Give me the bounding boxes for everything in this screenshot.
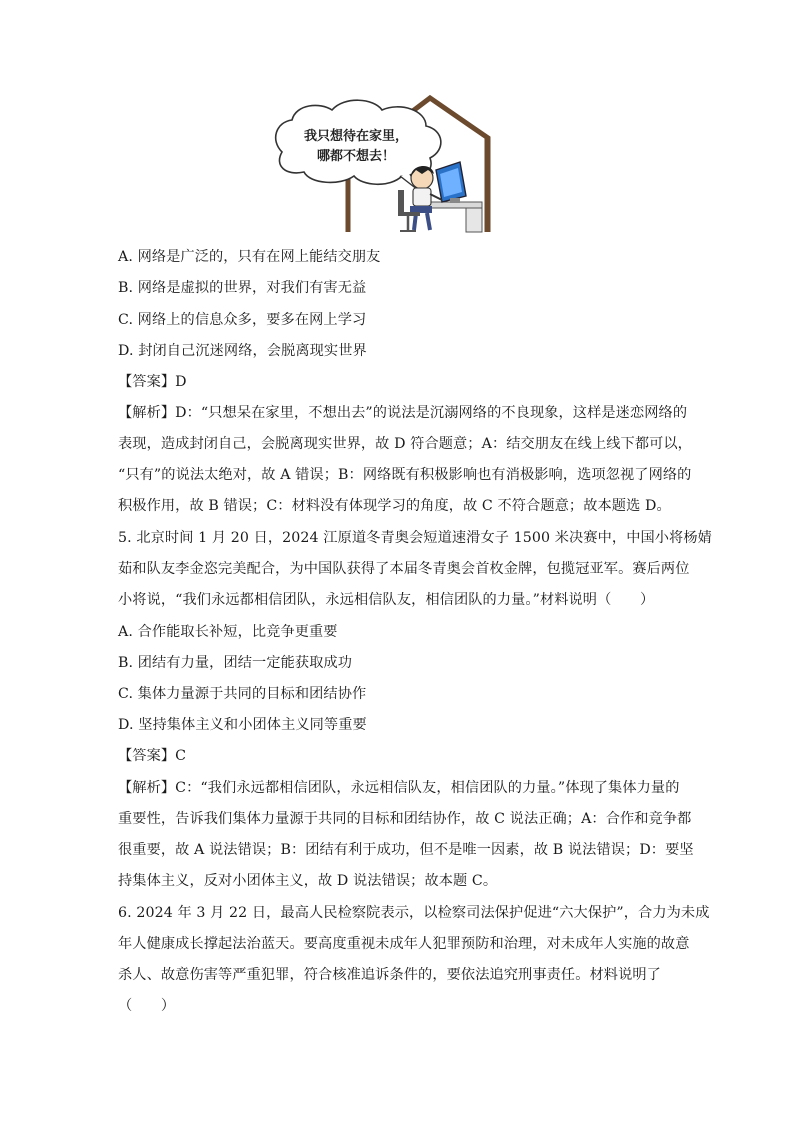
illustration-boy-at-computer <box>270 90 500 235</box>
q5-option-b: B. 团结有力量，团结一定能获取成功 <box>118 655 353 671</box>
q4-answer: 【答案】D <box>118 374 187 390</box>
q4-option-a: A. 网络是广泛的，只有在网上能结交朋友 <box>118 249 381 265</box>
q6-stem-line: 年人健康成长撑起法治蓝天。要高度重视未成年人犯罪预防和治理，对未成年人实施的故意 <box>118 936 690 952</box>
q5-analysis-line: 很重要，故 A 说法错误；B：团结有利于成功，但不是唯一因素，故 B 说法错误；D：要坚 <box>118 842 694 858</box>
bubble-text-line1: 我只想待在家里， <box>303 129 409 144</box>
q4-analysis-line: 表现，造成封闭自己，会脱离现实世界，故 D 符合题意；A：结交朋友在线上线下都可以， <box>118 436 692 452</box>
q4-analysis-line: 【解析】D：“只想呆在家里，不想出去”的说法是沉溺网络的不良现象，这样是迷恋网络的 <box>118 405 688 421</box>
q6-stem-line: （ ） <box>118 998 176 1014</box>
q4-analysis-line: “只有”的说法太绝对，故 A 错误；B：网络既有积极影响也有消极影响，选项忽视了网络的 <box>118 467 692 483</box>
q6-stem-line: 6. 2024 年 3 月 22 日，最高人民检察院表示，以检察司法保护促进“六大保护”，合力为未成 <box>118 905 710 921</box>
q5-analysis-line: 重要性，告诉我们集体力量源于共同的目标和团结协作，故 C 说法正确；A：合作和竞争都 <box>118 811 692 827</box>
bubble-text-line2: 哪都不想去！ <box>316 149 396 164</box>
q5-option-c: C. 集体力量源于共同的目标和团结协作 <box>118 686 367 702</box>
q5-option-d: D. 坚持集体主义和小团体主义同等重要 <box>118 717 367 733</box>
q5-analysis-line: 持集体主义，反对小团体主义，故 D 说法错误；故本题 C。 <box>118 873 498 889</box>
q4-option-b: B. 网络是虚拟的世界，对我们有害无益 <box>118 280 367 296</box>
q5-option-a: A. 合作能取长补短，比竞争更重要 <box>118 624 338 640</box>
q5-answer: 【答案】C <box>118 748 187 764</box>
computer-monitor-icon <box>436 162 466 203</box>
q5-stem-line: 茹和队友李金恣完美配合，为中国队获得了本届冬青奥会首枚金牌，包揽冠亚军。赛后两位 <box>118 561 690 577</box>
q5-analysis-line: 【解析】C：“我们永远都相信团队，永远相信队友，相信团队的力量。”体现了集体力量的 <box>118 780 680 796</box>
q4-option-d: D. 封闭自己沉迷网络，会脱离现实世界 <box>118 343 367 359</box>
q6-stem-line: 杀人、故意伤害等严重犯罪，符合核准追诉条件的，要依法追究刑事责任。材料说明了 <box>118 967 661 983</box>
q5-stem-line: 5. 北京时间 1 月 20 日，2024 江原道冬青奥会短道速滑女子 1500 米决赛中，中国小将杨婧 <box>118 530 712 546</box>
q4-analysis-line: 积极作用，故 B 错误；C：材料没有体现学习的角度，故 C 不符合题意；故本题选 D。 <box>118 498 671 514</box>
q5-stem-line: 小将说，“我们永远都相信团队，永远相信队友，相信团队的力量。”材料说明（ ） <box>118 592 655 608</box>
q4-option-c: C. 网络上的信息众多，要多在网上学习 <box>118 312 367 328</box>
